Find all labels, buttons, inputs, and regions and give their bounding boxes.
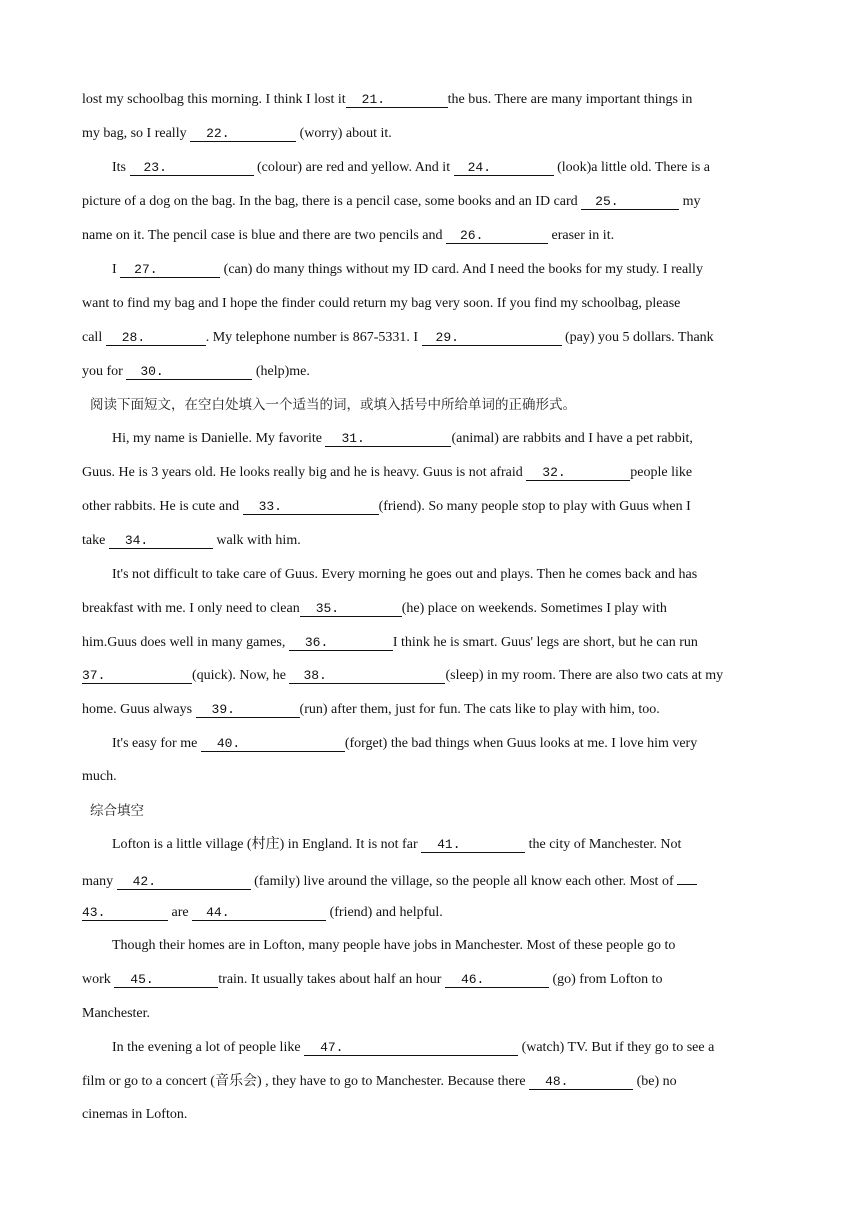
passage2-line-11 (82, 767, 117, 787)
passage1-line-1 (82, 90, 692, 110)
blank-21[interactable]: 21. (346, 92, 448, 108)
passage1-line-4 (82, 192, 701, 212)
passage1-line-3 (112, 158, 710, 178)
blank-45[interactable]: 45. (114, 972, 218, 988)
passage3-line-4 (112, 936, 675, 956)
text: much. (82, 769, 117, 784)
blank-42[interactable]: 42. (117, 874, 251, 890)
text: . My telephone number is 867-5331. I (205, 330, 422, 345)
passage2-line-8 (82, 666, 723, 686)
passage1-line-2 (82, 124, 392, 144)
blank-38[interactable]: 38. (289, 668, 445, 684)
passage2-line-1 (112, 429, 693, 449)
text: film or go to a concert (音乐会) , they have to go to Manchester. Because there (82, 1074, 530, 1089)
blank-43-start[interactable] (677, 869, 697, 885)
blank-23[interactable]: 23. (130, 160, 254, 176)
section-heading-reading: 阅读下面短文，在空白处填入一个适当的词，或填入括号中所给单词的正确形式。 (90, 397, 576, 413)
passage3-line-3 (82, 903, 443, 923)
blank-40[interactable]: 40. (201, 736, 345, 752)
text: (friend). So many people stop to play with Guus when I (378, 499, 691, 514)
text: (can) do many things without my ID card. And I need the books for my study. I really (220, 262, 703, 277)
blank-39[interactable]: 39. (196, 702, 300, 718)
text: (colour) are red and yellow. And it (253, 160, 454, 175)
blank-25[interactable]: 25. (581, 194, 679, 210)
text: (family) live around the village, so the people all know each other. Most of (250, 874, 678, 889)
text: cinemas in Lofton. (82, 1107, 188, 1122)
text: my (679, 194, 701, 209)
blank-46[interactable]: 46. (445, 972, 549, 988)
text: picture of a dog on the bag. In the bag, there is a pencil case, some books and an ID card (82, 194, 582, 209)
text: I think he is smart. Guus' legs are short, but he can run (392, 635, 698, 650)
passage1-line-8 (82, 328, 714, 348)
passage2-line-2 (82, 463, 692, 483)
text: (watch) TV. But if they go to see a (518, 1040, 715, 1055)
blank-28[interactable]: 28. (106, 330, 206, 346)
text: him.Guus does well in many games, (82, 635, 289, 650)
text: name on it. The pencil case is blue and there are two pencils and (82, 228, 446, 243)
passage3-line-7 (112, 1038, 714, 1058)
text: lost my schoolbag this morning. I think I lost it (82, 92, 346, 107)
passage1-line-7 (82, 294, 680, 314)
passage3-line-2 (82, 869, 697, 889)
blank-37[interactable]: 37. (82, 668, 192, 684)
passage2-line-4 (82, 531, 301, 551)
blank-43[interactable]: 43. (82, 905, 168, 921)
passage2-line-5 (112, 565, 697, 585)
blank-33[interactable]: 33. (243, 499, 379, 515)
blank-30[interactable]: 30. (126, 364, 252, 380)
text: (he) place on weekends. Sometimes I play with (401, 601, 667, 616)
blank-31[interactable]: 31. (325, 431, 451, 447)
text: (pay) you 5 dollars. Thank (561, 330, 714, 345)
text: (be) no (633, 1074, 677, 1089)
blank-26[interactable]: 26. (446, 228, 548, 244)
text: (look)a little old. There is a (553, 160, 711, 175)
text: the bus. There are many important things in (447, 92, 693, 107)
passage2-line-6 (82, 599, 667, 619)
passage1-line-9 (82, 362, 310, 382)
blank-47[interactable]: 47. (304, 1040, 518, 1056)
blank-24[interactable]: 24. (454, 160, 554, 176)
text: (animal) are rabbits and I have a pet rabbit, (451, 431, 693, 446)
text: In the evening a lot of people like (112, 1040, 305, 1055)
passage3-line-1 (112, 835, 681, 855)
text: I (112, 262, 121, 277)
text: want to find my bag and I hope the finder could return my bag very soon. If you find my schoolbag, please (82, 296, 681, 311)
blank-32[interactable]: 32. (526, 465, 630, 481)
blank-44[interactable]: 44. (192, 905, 326, 921)
text: my bag, so I really (82, 126, 191, 141)
passage2-line-9 (82, 700, 660, 720)
text: are (168, 905, 193, 920)
passage3-line-9 (82, 1105, 187, 1125)
text: many (82, 874, 117, 889)
text: other rabbits. He is cute and (82, 499, 243, 514)
blank-27[interactable]: 27. (120, 262, 220, 278)
text: (friend) and helpful. (326, 905, 443, 920)
passage1-line-6 (112, 260, 703, 280)
blank-36[interactable]: 36. (289, 635, 393, 651)
blank-41[interactable]: 41. (421, 837, 525, 853)
text: Manchester. (82, 1006, 151, 1021)
text: call (82, 330, 106, 345)
passage3-line-5 (82, 970, 662, 990)
text: Though their homes are in Lofton, many people have jobs in Manchester. Most of these people go to (112, 938, 676, 953)
text: walk with him. (212, 533, 301, 548)
text: (run) after them, just for fun. The cats like to play with him, too. (299, 702, 660, 717)
text: (quick). Now, he (192, 668, 290, 683)
text: Guus. He is 3 years old. He looks really big and he is heavy. Guus is not afraid (82, 465, 527, 480)
passage2-line-10 (112, 734, 697, 754)
passage3-line-6 (82, 1004, 150, 1024)
text: the city of Manchester. Not (525, 837, 682, 852)
text: (worry) about it. (296, 126, 392, 141)
blank-34[interactable]: 34. (109, 533, 213, 549)
text: work (82, 972, 115, 987)
text: people like (630, 465, 693, 480)
text: Lofton is a little village (村庄) in England. It is not far (112, 837, 422, 852)
text: eraser in it. (548, 228, 615, 243)
blank-35[interactable]: 35. (300, 601, 402, 617)
section-heading-comprehensive: 综合填空 (90, 803, 144, 819)
text: It's easy for me (112, 736, 201, 751)
text: home. Guus always (82, 702, 196, 717)
text: Hi, my name is Danielle. My favorite (112, 431, 326, 446)
text: It's not difficult to take care of Guus. Every morning he goes out and plays. Then he comes back and has (112, 567, 698, 582)
text: (go) from Lofton to (548, 972, 663, 987)
text: breakfast with me. I only need to clean (82, 601, 300, 616)
blank-29[interactable]: 29. (422, 330, 562, 346)
text: (sleep) in my room. There are also two cats at my (445, 668, 724, 683)
passage1-line-5 (82, 226, 614, 246)
blank-22[interactable]: 22. (190, 126, 296, 142)
text: (help)me. (252, 364, 310, 379)
passage2-line-3 (82, 497, 691, 517)
text: you for (82, 364, 127, 379)
blank-48[interactable]: 48. (529, 1074, 633, 1090)
text: (forget) the bad things when Guus looks at me. I love him very (344, 736, 698, 751)
text: train. It usually takes about half an hour (218, 972, 445, 987)
passage3-line-8 (82, 1072, 677, 1092)
passage2-line-7 (82, 633, 698, 653)
text: take (82, 533, 109, 548)
text: Its (112, 160, 130, 175)
